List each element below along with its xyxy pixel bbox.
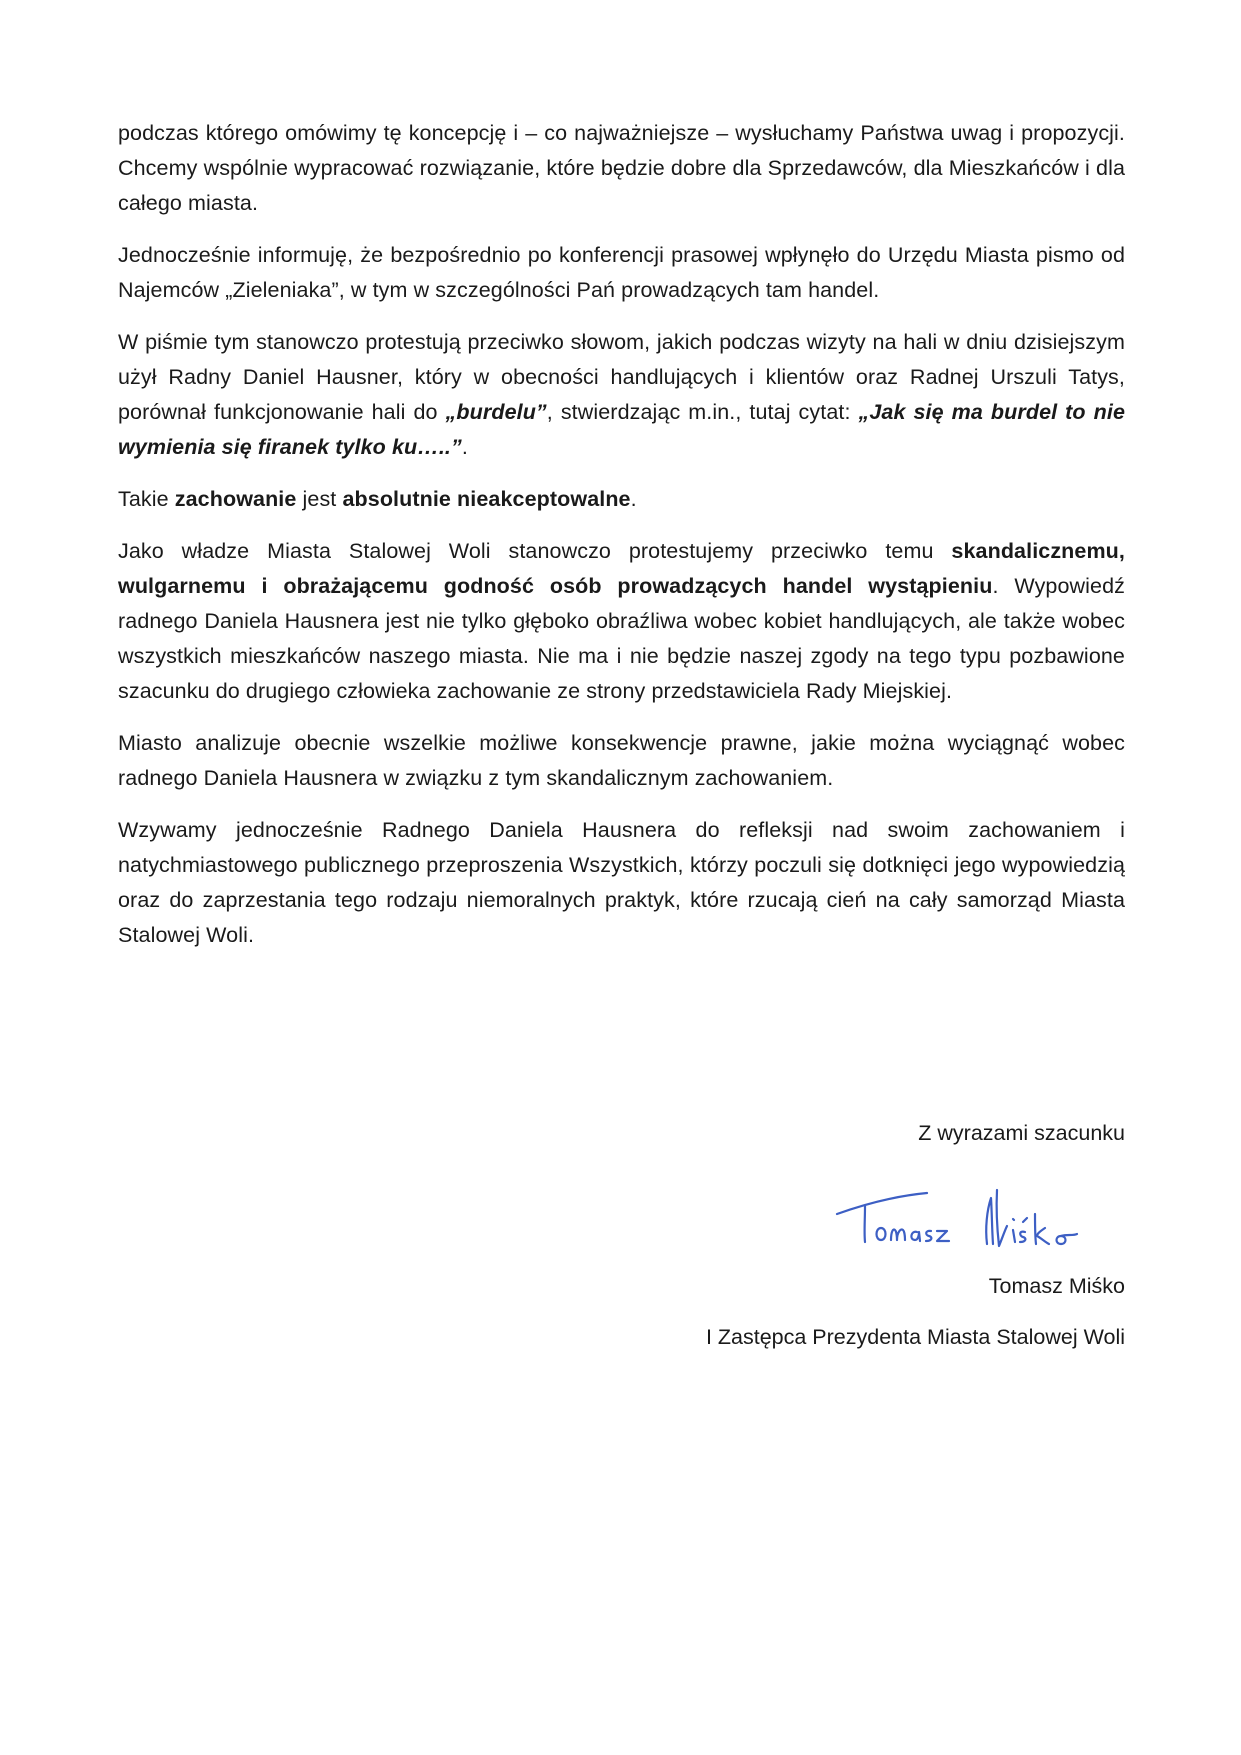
paragraph [118, 534, 1125, 709]
letter-body [118, 116, 1125, 970]
paragraph [118, 238, 1125, 308]
bold-text: skandalicznemu, wulgarnemu i obrażającemu godność osób prowadzących handel wystąpieniu [118, 539, 1125, 598]
text-segment: Jako władze Miasta Stalowej Woli stanowczo protestujemy przeciwko temu [118, 539, 952, 563]
text-segment: Jednocześnie informuję, że bezpośrednio po konferencji prasowej wpłynęło do Urzędu Miasta pismo od Najemców „Zieleniaka”, w tym w szczególności Pań prowadzących tam handel. [118, 243, 1125, 302]
bold-text: absolutnie nieakceptowalne [342, 487, 631, 511]
signer-title: I Zastępca Prezydenta Miasta Stalowej Woli [705, 1325, 1125, 1349]
closing-greeting: Z wyrazami szacunku [918, 1121, 1125, 1145]
handwritten-signature [835, 1170, 1131, 1260]
text-segment: W piśmie tym stanowczo protestują przeciwko słowom, jakich podczas wizyty na hali w dniu dzisiejszym użył Radny Daniel Hausner, który w obecności handlujących i klientów oraz Radnej Urszuli Tatys, porównał funkcjonowanie hali do [118, 330, 1125, 424]
text-segment: . [630, 487, 637, 511]
text-segment: Miasto analizuje obecnie wszelkie możliwe konsekwencje prawne, jakie można wyciągnąć wobec radnego Daniela Hausnera w związku z tym skandalicznym zachowaniem. [118, 731, 1125, 790]
text-segment: Takie [118, 487, 175, 511]
text-segment: , stwierdzając m.in., tutaj cytat: [546, 400, 859, 424]
paragraph [118, 813, 1125, 953]
text-segment: . Wypowiedź radnego Daniela Hausnera jest nie tylko głęboko obraźliwa wobec kobiet handlujących, ale także wobec wszystkich mieszkańców naszego miasta. Nie ma i nie będzie naszej zgody na tego typu pozbawione szacunku do drugiego człowieka zachowanie ze strony przedstawiciela Rady Miejskiej. [118, 574, 1125, 703]
bold-text: zachowanie [174, 487, 297, 511]
signer-name: Tomasz Miśko [988, 1274, 1125, 1298]
paragraph [118, 482, 1125, 517]
paragraph [118, 116, 1125, 221]
paragraph [118, 726, 1125, 796]
text-segment: . [461, 435, 468, 459]
text-segment: Wzywamy jednocześnie Radnego Daniela Hausnera do refleksji nad swoim zachowaniem i natychmiastowego publicznego przeproszenia Wszystkich, którzy poczuli się dotknięci jego wypowiedzią oraz do zaprzestania tego rodzaju niemoralnych praktyk, które rzucają cień na cały samorząd Miasta Stalowej Woli. [118, 818, 1125, 947]
paragraph [118, 325, 1125, 465]
text-segment: podczas którego omówimy tę koncepcję i – co najważniejsze – wysłuchamy Państwa uwag i propozycji. Chcemy wspólnie wypracować rozwiązanie, które będzie dobre dla Sprzedawców, dla Mieszkańców i dla całego miasta. [118, 121, 1125, 215]
text-segment: jest [296, 487, 343, 511]
bold-italic-quote: „Jak się ma burdel to nie wymienia się firanek tylko ku…..” [118, 400, 1126, 459]
bold-italic-quote: „burdelu” [445, 400, 547, 424]
